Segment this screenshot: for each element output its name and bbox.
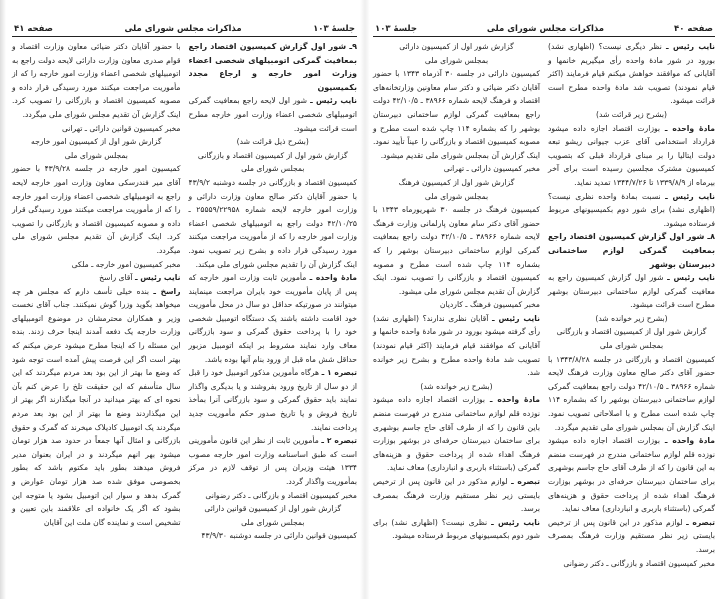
- paragraph-text: آقایان نظری ندارند؟ (اظهاری نشد) رأی گرفته میشود بورود در شور مادهٔ واحده خانمها و آقایانی که موافقند قیام فرمایند (اکثر قیام نمودند) تصویب شد مادهٔ واحده مطرح و بشرح زیر خوانده شد.: [373, 313, 540, 378]
- paragraph-text: نظر دیگری نیست؟ (اظهاری نشد) بورود در شور مادهٔ واحده رأی میگیریم خانمها و آقایانی که موافقند خواهش میکنم قیام فرمایند (اکثر قیام نمودند) تصویب شد مادهٔ واحده مطرح است قرائت میشود.: [548, 42, 715, 106]
- paragraph-text: شور اول لایحه راجع بمعافیت گمرکی اتومبیلهای شخصی اعضاء وزارت امور خارجه مطرح است قرائت میشود.: [188, 96, 357, 133]
- paragraph: مخبر کمیسیون دارائی ـ تهرانی: [443, 164, 540, 174]
- centered-line: بمجلس شورای ملی: [599, 341, 664, 351]
- speaker-label: نایب رئیس ـ: [667, 273, 715, 283]
- centered-line: بمجلس شورای ملی: [424, 191, 489, 201]
- centered-line: (بشرح زیر خوانده شد): [595, 313, 668, 323]
- paragraph: کمیسیون اقتصاد و بازرگانی در جلسه دوشنبه ۴۳/۹/۲ با حضور آقایان دکتر صالح معاون وزارت دارائی و وزارت امور خارجه لایحه شماره ۲۵۵۵۹/۲۲۹۵۸ ـ ۴۲/۱۰/۲۵ دولت راجع به اتومبیلهای شخصی اعضاء وزارت امور خارجه را که از مأموریت مراجعت میکنند مورد رسیدگی قرار داده و بشرح زیر تصویب نمود. اینک گزارش آن را تقدیم مجلس شورای ملی میکند.: [188, 177, 357, 269]
- centered-line: بمجلس شورای ملی: [64, 150, 128, 160]
- speaker-paragraph: [12, 271, 181, 285]
- running-header: [373, 22, 715, 37]
- section-heading: ۹ـ شور اول گزارش کمیسیون اقتصاد راجع بمعافیت گمرکی اتومبیلهای شخصی اعضاء وزارت امور خارجه و ارجاع مجدد بکمیسیون: [188, 42, 357, 92]
- paragraph-text: بوزارت اقتصاد اجازه داده میشود نوزده قلم لوازم ساختمانی مندرج در فهرست منضم باین قانون را که از طرف آقای حاج جاسم بوشهری برای ساختمان دبیرستان حرفه‌ای در بوشهر بوزارت فرهنگ اهداء شده از پرداخت حقوق و هزینه‌های گمرکی (باستثناء باربری و انبارداری) معاف نماید.: [373, 395, 540, 473]
- paragraph-text: هرگاه مأمورین مذکور اتومبیل خود را قبل از دو سال از تاریخ ورود بفروشند و یا بدیگری واگذار نمایند باید حقوق گمرکی و سود بازرگانی آنرا بمأخذ تاریخ فروش و یا تاریخ صدور حکم مأموریت جدید پرداخت نمایند.: [188, 368, 357, 432]
- speaker-label: نایب رئیس ـ: [492, 313, 540, 323]
- speaker-label: نایب رئیس ـ: [134, 273, 181, 283]
- paragraph: مخبر کمیسیون فرهنگ ـ کاردیان: [439, 300, 540, 310]
- centered-line: گزارش شور اول از کمیسیون اقتصاد و بازرگانی: [197, 150, 348, 160]
- speaker-label: تبصره ـ: [686, 517, 715, 527]
- centered-line: بمجلس شورای ملی: [241, 517, 305, 527]
- speaker-paragraph: [12, 285, 181, 530]
- speaker-paragraph: [373, 393, 540, 475]
- centered-line: بمجلس شورای ملی: [241, 164, 305, 174]
- speaker-label: تبصره ۱ ـ: [321, 368, 357, 378]
- speaker-paragraph: [548, 271, 715, 312]
- speaker-paragraph: [189, 434, 358, 488]
- paragraph: با حضور آقایان دکتر ضیائی معاون وزارت اقتصاد و قوام صدری معاون وزارت دارائی لایحه دولت راجع به اتومبیلهای شخصی اعضاء وزارت امور خارجه را که از مأموریت مراجعت میکنند مورد رسیدگی قرار داده و مصوبه کمیسیون اقتصاد و بازرگانی را تصویب کرد. اینک گزارش آن تقدیم مجلس شورای ملی میگردد.: [12, 42, 181, 119]
- speaker-paragraph: [548, 122, 715, 190]
- running-title: مذاکرات مجلس شورای ملی: [486, 24, 605, 34]
- speaker-label: راسخ ـ: [153, 286, 181, 296]
- speaker-label: تبصره ۲ ـ: [321, 436, 357, 446]
- paragraph: کمیسیون قوانین دارائی در جلسه دوشنبه ۴۳/۹/۳۰: [201, 531, 357, 541]
- paragraph: مخبر کمیسیون امور خارجه ـ ملکی: [71, 259, 181, 269]
- speaker-label: نایب رئیس ـ: [310, 96, 357, 106]
- page-number: صفحه ۴۰: [674, 24, 713, 34]
- running-header: [12, 22, 357, 37]
- centered-line: گزارش شور اول از کمیسیون دارائی: [399, 42, 514, 51]
- speaker-label: مادهٔ واحده ـ: [309, 273, 357, 283]
- speaker-label: نایب رئیس ـ: [665, 191, 715, 201]
- paragraph-text: آقای راسخ: [99, 273, 133, 283]
- page-40: [373, 22, 715, 570]
- paragraph-text: مأمورین ثابت وزارت امور خارجه که پس از پایان مأموریت خود بایران مراجعت مینمایند میتوانند در صورتیکه حداقل دو سال در محل مأموریت خود اقامت داشته باشند یک دستگاه اتومبیل شخصی خود را با پرداخت حقوق گمرکی و سود بازرگانی معاف وارد نمایند مشروط بر اینکه اتومبیل مزبور حداقل شش ماه قبل از ورود بنام آنها بوده باشد.: [188, 273, 357, 364]
- speaker-label: مادهٔ واحده ـ: [664, 436, 715, 446]
- paragraph: مخبر کمیسیون قوانین دارائی ـ تهرانی: [61, 123, 181, 133]
- paragraph-text: نسبت بمادهٔ واحده نظری نیست؟ (اظهاری نشد) برای شور دوم بکمیسیونهای مربوط فرستاده میشود.: [548, 191, 715, 228]
- paragraph-text: بوزارت اقتصاد اجازه داده میشود نوزده قلم لوازم ساختمانی مندرج در فهرست منضم به این قانون را که از طرف آقای حاج جاسم بوشهری برای ساختمان دبیرستان حرفه‌ای در بوشهر بوزارت فرهنگ اهداء شده از پرداخت حقوق و هزینه‌های گمرکی (باستثناء باربری و انبارداری) معاف نماید.: [548, 436, 715, 514]
- paragraph: کمیسیون اقتصاد و بازرگانی در جلسه ۱۳۴۳/۸/۲۸ با حضور آقای دکتر صالح معاون وزارت فرهنگ لایحه شماره ۳۸۹۶۶ ـ ۴۲/۱۰/۵ دولت راجع بمعافیت گمرکی لوازم ساختمانی دبیرستان بوشهر را که بشماره ۱۱۴ چاپ شده است مطرح و با اصلاحاتی تصویب نمود. اینک گزارش آن بمجلس شورای ملی تقدیم میگردد.: [548, 354, 716, 432]
- paragraph: مخبر کمیسیون اقتصاد و بازرگانی ـ دکتر رضوانی: [563, 558, 715, 568]
- paragraph: کمیسیون امور خارجه در جلسه ۴۳/۹/۲۸ با حضور آقای میر فندرسکی معاون وزارت امور خارجه لایحه راجع به اتومبیلهای شخصی اعضاء وزارت امور خارجه را که از مأموریت مراجعت میکنند مورد رسیدگی قرار داده و مصوبه کمیسیون اقتصاد و بازرگانی را تصویب کرد. اینک گزارش آن تقدیم مجلس شورای ملی میگردد.: [12, 164, 181, 255]
- text-column-right: [189, 40, 358, 543]
- paragraph-text: بوزارت اقتصاد اجازه داده میشود قرارداد استخدامی آقای عزب جیوانی ریشو تبعه دولت ایتالیا را بر مبنای قرارداد قبلی که بتصویب کمیسیون مشترک مجلسین رسیده است برای آخر بیرماه از ۱۳۳۹/۸/۹ تا ۱۳۴۴/۷/۲۶ تمدید نماید.: [548, 123, 715, 187]
- centered-line: گزارش شور اول از کمیسیون قوانین دارائی: [204, 504, 342, 514]
- speaker-paragraph: [548, 516, 715, 557]
- text-column-right: [548, 40, 715, 570]
- centered-line: گزارش شور اول از کمیسیون فرهنگ: [398, 177, 515, 187]
- speaker-label: نایب رئیس ـ: [491, 517, 540, 527]
- speaker-paragraph: [373, 475, 540, 516]
- paragraph: کمیسیون دارائی در جلسه ۳۰ آذرماه ۱۳۴۳ با حضور آقایان دکتر ضیائی و دکتر سام معاونین وزارتخانه‌های اقتصاد و فرهنگ لایحه شماره ۳۸۹۶۶ ـ ۴۲/۱۰/۵ دولت راجع بمعافیت گمرکی لوازم ساختمانی دبیرستان بوشهر را که بشماره ۱۱۴ چاپ شده است مطرح و مصوبه کمیسیون اقتصاد و بازرگانی را عیناً تأیید نمود. اینک گزارش آن بمجلس شورای ملی تقدیم میشود.: [373, 69, 541, 160]
- speaker-paragraph: [373, 516, 540, 543]
- paragraph-text: لوازم مذکور در این قانون پس از ترخیص بایستی زیر نظر مستقیم وزارت فرهنگ بمصرف برسد.: [373, 477, 540, 514]
- speaker-label: مادهٔ واحده ـ: [489, 395, 540, 405]
- speaker-paragraph: [373, 312, 540, 380]
- paragraph-text: شور اول گزارش کمیسیون راجع به معافیت گمرکی لوازم ساختمانی دبیرستان بوشهر مطرح است قرائت میشود.: [548, 273, 715, 310]
- speaker-paragraph: [548, 434, 715, 516]
- paragraph-text: مأمورین ثابت از نظر این قانون مأمورینی است که طبق اساسنامه وزارت امور خارجه مصوب ۱۳۳۴ هیئت وزیران پس از توقف لازم در مرکز بمأموریت واگذار گردد.: [188, 436, 357, 486]
- centered-line: (بشرح زیر خوانده شد): [420, 381, 493, 391]
- scan-edge-shadow: [0, 0, 6, 599]
- speaker-label: تبصره ـ: [511, 477, 540, 486]
- paragraph-text: نظری نیست؟ (اظهاری نشد) برای شور دوم بکمیسیونهای مربوط فرستاده میشود.: [373, 517, 540, 541]
- session-number: جلسهٔ ۱۰۳: [375, 24, 417, 34]
- page-number: صفحه ۴۱: [14, 24, 53, 34]
- running-title: مذاکرات مجلس شورای ملی: [124, 24, 242, 34]
- paragraph-text: بنده خیلی تأسف دارم که مجلس هر چه میخواهد بگوید وزرا گوش نمیکنند. جناب آقای نخست وزیر و همکاران محترمشان در موضوع اتومبیلهای وزارت خارجه یک دفعه آمدند اینجا حرف زدند. بنده این مسئله را که اینجا مطرح میشود عرض میکنم که بهتر است اگر این فرصت پیش آمده است توجه شود که وضع ما بهتر از این بود بعد مردم میگردند که این سال متأسفم که این حقیقت تلخ را عرض کنم بآن نحوه ای که بهتر میدانید در آنجا میگذارند اگر بهتر از این میگذاردند وضع ما بهتر از این بود بعد مردم میگردند یک اتومبیل کادیلاک میخرند که گمرک و حقوق بازرگانی و امثال آنها جمعاً در حدود صد هزار تومان میشود بهر انهم میگردند و در ایران بعنوان مدیر فروش میدهند بطور باید مکتوم باشد که بطور بخصوصی موفق شده صد هزار تومان عوارض و گمرک بدهد و سوار این اتومبیل بشود یا متوجه این بشود که اگر یک خانواده ای علاقمند باین تعیین و تشخیص است و نماینده گان ملت این آقایان: [12, 286, 181, 527]
- centered-line: (بشرح زیر قرائت شد): [596, 109, 667, 119]
- paragraph-text: لوازم مذکور در این قانون پس از ترخیص بایستی زیر نظر مستقیم وزارت فرهنگ بمصرف برسد.: [548, 517, 715, 554]
- centered-line: گزارش شور اول از کمیسیون امور خارجه: [31, 137, 162, 147]
- speaker-paragraph: [189, 94, 358, 135]
- session-number: جلسهٔ ۱۰۳: [313, 24, 355, 34]
- paragraph: کمیسیون فرهنگ در جلسه ۳۰ شهریورماه ۱۳۴۳ با حضور آقای دکتر سام معاون پارلمانی وزارت فرهنگ لایحه شماره ۳۸۹۶۶ ـ ۴۲/۱۰/۵ دولت راجع بمعافیت گمرکی لوازم ساختمانی دبیرستان بوشهر را که بشماره ۱۱۴ چاپ شده است مطرح و مصوبه کمیسیون اقتصاد و بازرگانی را تصویب نمود. اینک گزارش آن تقدیم مجلس شورای ملی میشود.: [373, 205, 540, 296]
- centered-line: گزارش شور اول از کمیسیون اقتصاد و بازرگانی: [556, 327, 707, 337]
- speaker-paragraph: [189, 271, 358, 366]
- text-column-left: [12, 40, 181, 543]
- speaker-label: نایب رئیس ـ: [666, 42, 715, 51]
- section-heading: ۸ـ شور اول گزارش کمیسیون اقتصاد راجع بمعافیت گمرکی لوازم ساختمانی دبیرستان بوشهر: [548, 232, 715, 269]
- centered-line: بمجلس شورای ملی: [424, 55, 489, 65]
- book-gutter: [360, 0, 370, 599]
- page-41: [12, 22, 357, 543]
- centered-line: (بشرح ذیل قرائت شد): [236, 137, 309, 147]
- text-column-left: [373, 40, 540, 570]
- speaker-label: مادهٔ واحده ـ: [664, 123, 715, 133]
- speaker-paragraph: [189, 366, 358, 434]
- speaker-paragraph: [548, 40, 715, 108]
- speaker-paragraph: [548, 190, 715, 231]
- paragraph: مخبر کمیسیون اقتصاد و بازرگانی ـ دکتر رضوانی: [205, 490, 357, 500]
